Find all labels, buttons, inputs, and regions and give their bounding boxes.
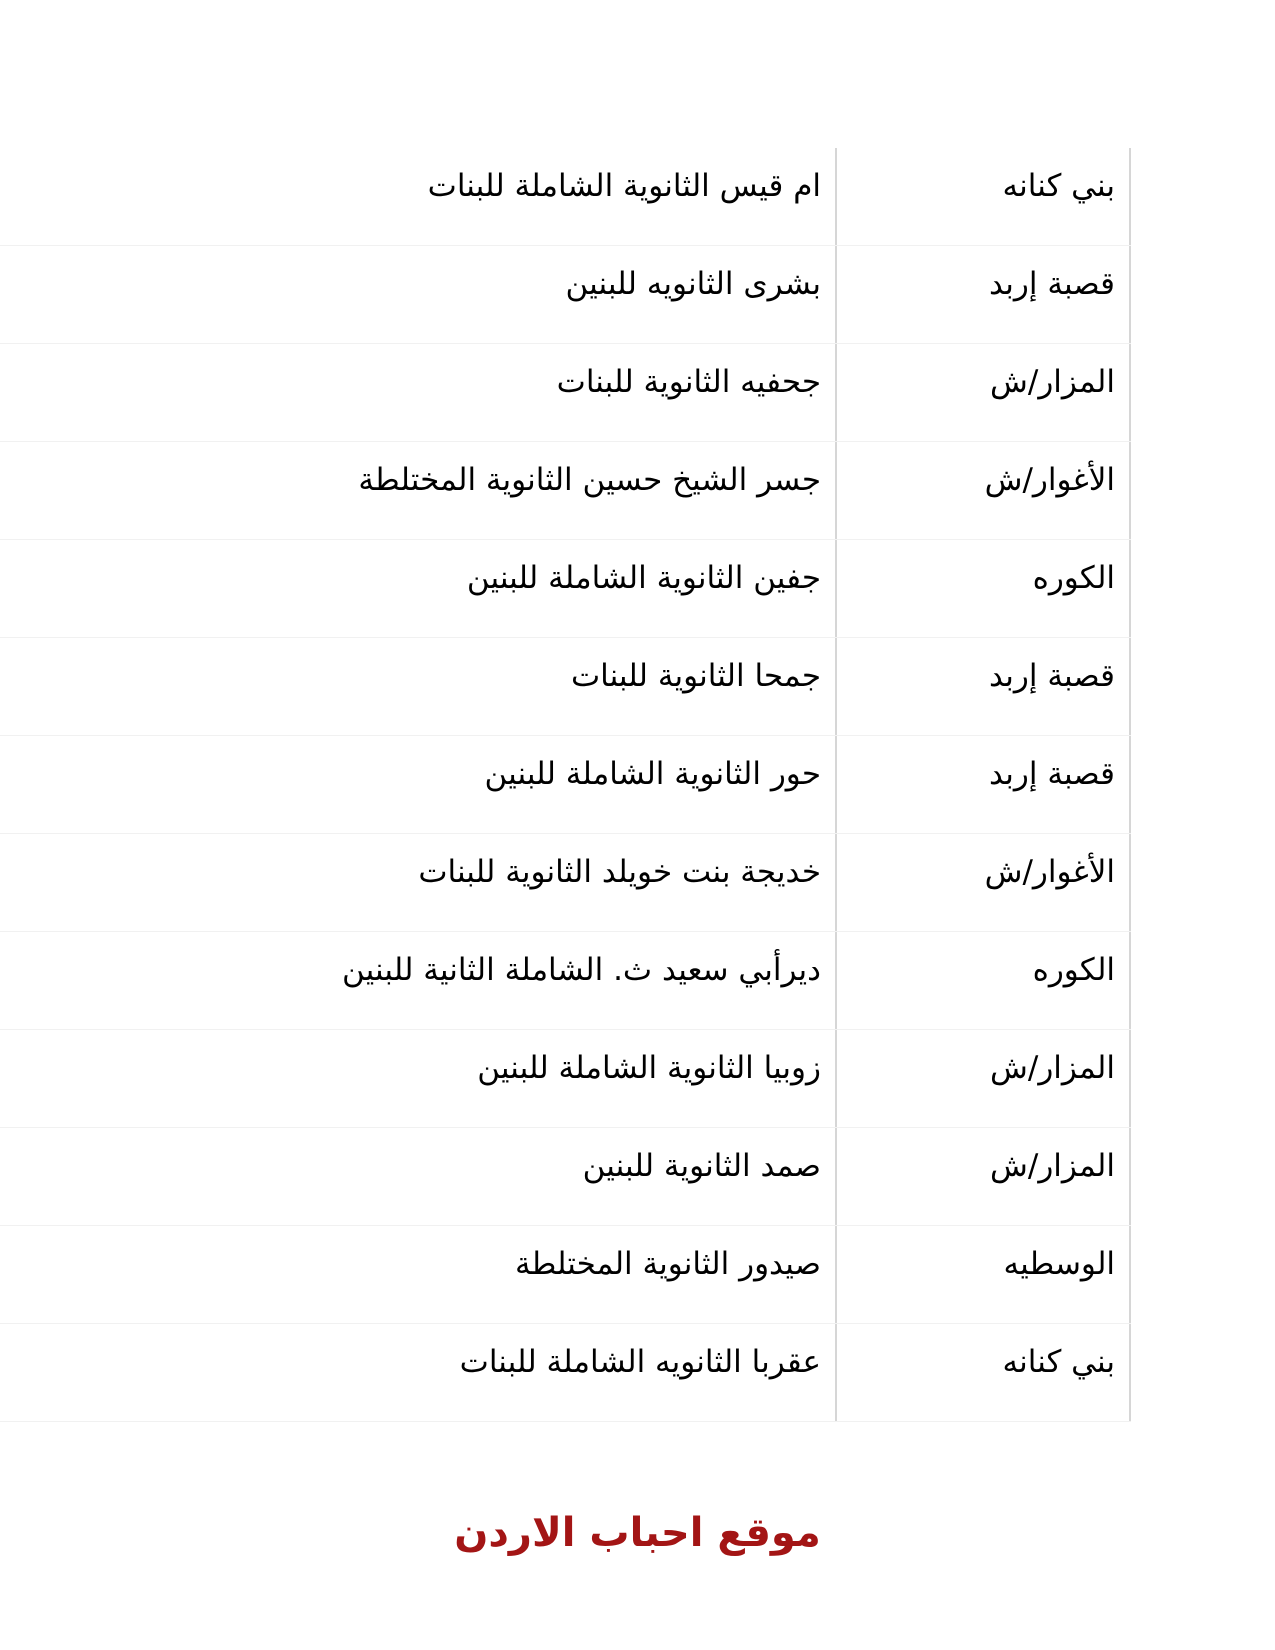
table-row [0,736,1131,834]
table-row [0,1226,1131,1324]
table-row [0,1030,1131,1128]
region-cell: الوسطيه [835,1226,1131,1323]
table-row [0,834,1131,932]
table-row [0,344,1131,442]
school-cell: ديرأبي سعيد ث. الشاملة الثانية للبنين [342,952,821,988]
school-cell: عقربا الثانويه الشاملة للبنات [459,1344,821,1380]
schools-table [0,148,1131,1422]
region-cell: قصبة إربد [835,246,1131,343]
region-cell: قصبة إربد [835,736,1131,833]
region-cell: المزار/ش [835,1030,1131,1127]
region-cell: المزار/ش [835,1128,1131,1225]
region-cell: الأغوار/ش [835,834,1131,931]
region-cell: الكوره [835,932,1131,1029]
school-cell: صيدور الثانوية المختلطة [514,1246,821,1282]
school-cell: جسر الشيخ حسين الثانوية المختلطة [358,462,821,498]
table-row [0,148,1131,246]
table-row [0,442,1131,540]
region-cell: الكوره [835,540,1131,637]
school-cell: جفين الثانوية الشاملة للبنين [466,560,821,596]
school-cell: ام قيس الثانوية الشاملة للبنات [427,168,821,204]
school-cell: زوبيا الثانوية الشاملة للبنين [477,1050,821,1086]
school-cell: خديجة بنت خويلد الثانوية للبنات [418,854,821,890]
school-cell: جمحا الثانوية للبنات [570,658,821,694]
table-row [0,1324,1131,1422]
school-cell: جحفيه الثانوية للبنات [556,364,821,400]
table-row [0,638,1131,736]
table-row [0,1128,1131,1226]
table-row [0,246,1131,344]
region-cell: الأغوار/ش [835,442,1131,539]
region-cell: المزار/ش [835,344,1131,441]
region-cell: بني كنانه [835,148,1131,245]
school-cell: حور الثانوية الشاملة للبنين [484,756,821,792]
site-footer-title: موقع احباب الاردن [454,1510,821,1556]
school-cell: بشرى الثانويه للبنين [565,266,821,302]
school-cell: صمد الثانوية للبنين [582,1148,821,1184]
region-cell: بني كنانه [835,1324,1131,1421]
table-row [0,932,1131,1030]
table-row [0,540,1131,638]
region-cell: قصبة إربد [835,638,1131,735]
